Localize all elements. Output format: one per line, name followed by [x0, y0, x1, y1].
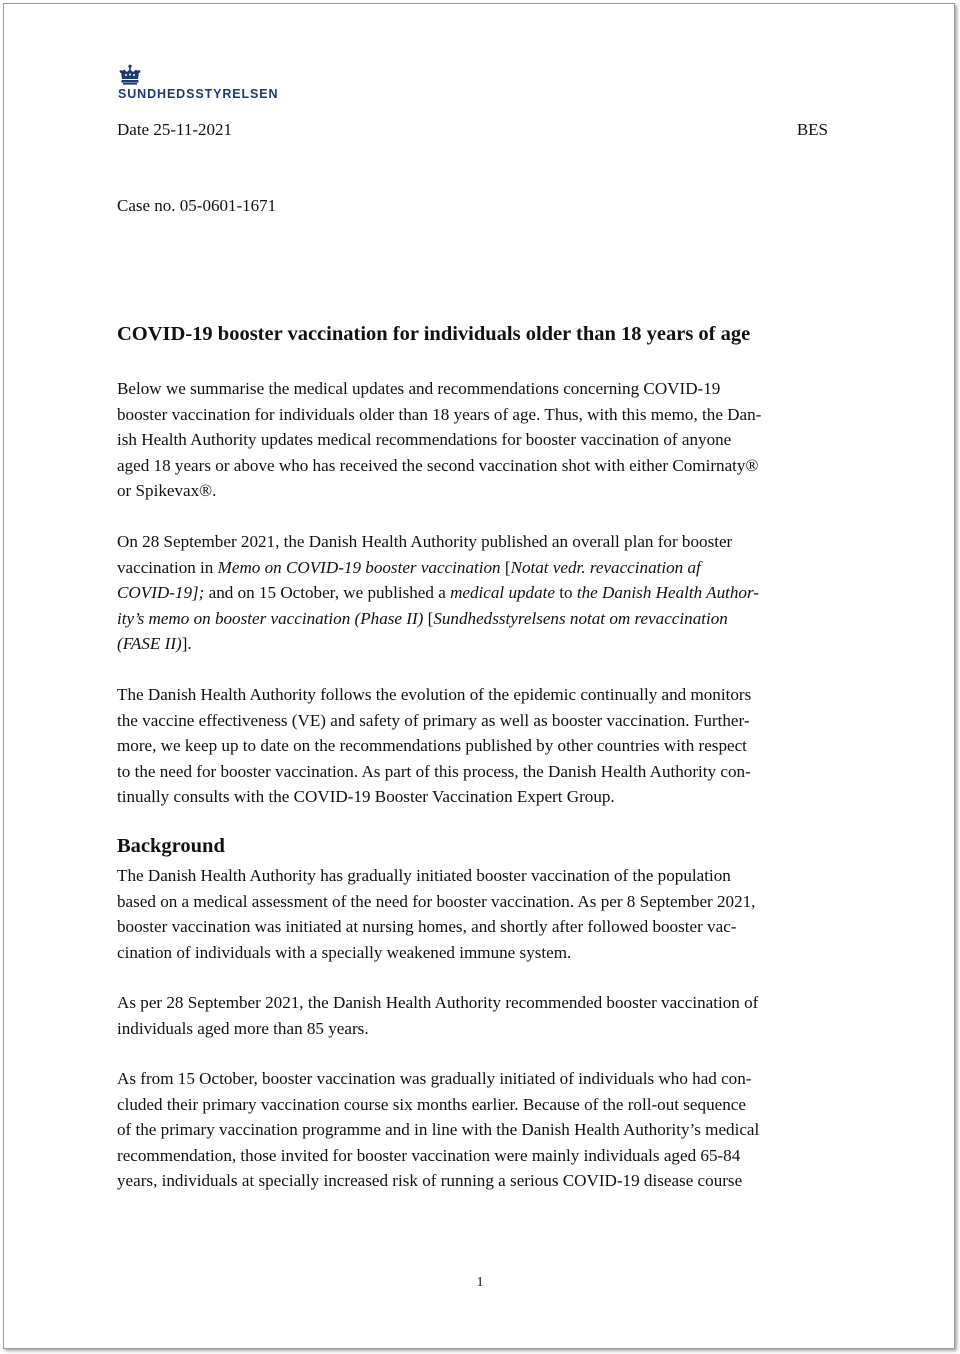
text-line: cluded their primary vaccination course six months earlier. Because of the roll-out sequence — [117, 1094, 746, 1114]
text-line: As per 28 September 2021, the Danish Health Authority recommended booster vaccination of — [117, 993, 759, 1012]
text-line: The Danish Health Authority follows the evolution of the epidemic continually and monitors — [117, 685, 752, 704]
text-line: vaccination in Memo on COVID-19 booster vaccination [Notat vedr. revaccination af — [117, 557, 701, 577]
background-paragraph-2 — [117, 990, 843, 1041]
background-heading: Background — [117, 835, 225, 857]
background-paragraph-3 — [117, 1066, 843, 1194]
text-line: (FASE II)]. — [117, 634, 192, 653]
case-number: Case no. 05-0601-1671 — [117, 196, 277, 214]
text-line: the vaccine effectiveness (VE) and safety of primary as well as booster vaccination. Further- — [117, 710, 750, 730]
text-line: of the primary vaccination programme and in line with the Danish Health Authority’s medical — [117, 1120, 760, 1139]
text-line: based on a medical assessment of the need for booster vaccination. As per 8 September 2021, — [117, 891, 756, 911]
logo-text: SUNDHEDSSTYRELSEN — [118, 87, 279, 101]
text-line: years, individuals at specially increased risk of running a serious COVID-19 disease course — [117, 1171, 743, 1190]
memo-reference-paragraph — [117, 529, 843, 657]
author-initials: BES — [796, 120, 828, 139]
text-line: Below we summarise the medical updates and recommendations concerning COVID-19 — [117, 379, 721, 398]
text-line: or Spikevax®. — [117, 481, 217, 500]
background-paragraph-1 — [117, 863, 843, 965]
text-line: aged 18 years or above who has received the second vaccination shot with either Comirnaty® — [117, 455, 759, 475]
text-line: recommendation, those invited for booster vaccination were mainly individuals aged 65-84 — [117, 1145, 741, 1165]
text-line: The Danish Health Authority has gradually initiated booster vaccination of the population — [117, 866, 731, 885]
document-title: COVID-19 booster vaccination for individuals older than 18 years of age — [117, 323, 751, 345]
text-line: cination of individuals with a specially weakened immune system. — [117, 942, 572, 962]
text-line: booster vaccination for individuals older than 18 years of age. Thus, with this memo, the Dan- — [117, 404, 762, 424]
text-line: more, we keep up to date on the recommendations published by other countries with respect — [117, 736, 747, 755]
page-number: 1 — [476, 1275, 484, 1290]
intro-paragraph — [117, 376, 843, 504]
document-date: Date 25-11-2021 — [117, 120, 233, 139]
text-line: ish Health Authority updates medical recommendations for booster vaccination of anyone — [117, 430, 732, 449]
memo-title-link[interactable]: Memo on COVID-19 booster vaccination — [217, 557, 501, 577]
text-line: COVID-19]; and on 15 October, we published a medical update to the Danish Health Author- — [117, 583, 759, 602]
text-line: booster vaccination was initiated at nursing homes, and shortly after followed booster vac- — [117, 917, 737, 936]
text-line: ity’s memo on booster vaccination (Phase II) [Sundhedsstyrelsens notat om revaccination — [117, 608, 728, 628]
text-line: to the need for booster vaccination. As part of this process, the Danish Health Authority con- — [117, 761, 751, 781]
text-line: On 28 September 2021, the Danish Health Authority published an overall plan for booster — [117, 532, 733, 551]
text-line: As from 15 October, booster vaccination was gradually initiated of individuals who had con- — [117, 1069, 752, 1088]
text-line: individuals aged more than 85 years. — [117, 1018, 369, 1038]
crown-icon — [118, 64, 142, 86]
text-line: tinually consults with the COVID-19 Booster Vaccination Expert Group. — [117, 787, 615, 806]
monitoring-paragraph — [117, 682, 843, 810]
medical-update-link[interactable]: medical update — [450, 583, 555, 602]
